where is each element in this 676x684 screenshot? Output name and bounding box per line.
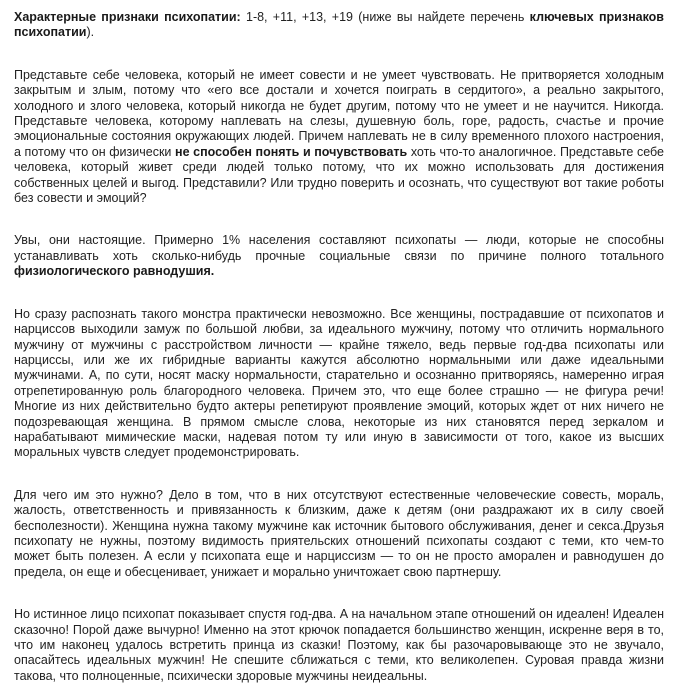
- paragraph-4: Для чего им это нужно? Дело в том, что в них отсутствуют естественные человеческие совесть, мораль, жалость, ответственность и привязанность к близким, даже к детям (они раздражают их в силу своей бесполезности). Женщина нужна такому мужчине как источник бытового обслуживания, денег и секса.Друзья психопату не нужны, поэтому видимость приятельских отношений психопаты создают с теми, кто чем-то может быть полезен. А если у психопата еще и нарциссизм — то он не просто аморален и равнодушен до предела, он еще и обесценивает, унижает и морально уничтожает свою партнершу.: [14, 487, 664, 579]
- intro-close: ).: [86, 25, 95, 40]
- paragraph-2-emphasis: физиологического равнодушия.: [14, 264, 215, 279]
- paragraph-1: [14, 68, 664, 207]
- intro-codes: 1-8, +11, +13, +19 (ниже вы найдете перечень: [240, 10, 530, 24]
- paragraph-2: [14, 233, 664, 279]
- paragraph-1-part-a: Представьте себе человека, который не имеет совести и не умеет чувствовать. Не притворяется холодным закрытым и злым, потому что «его все достали и хочется поиграть в сердитого», а реально закрытого, холодного и злого человека, который никогда не будет другим, потому что не умеет и не научится. Никогда. Представьте человека, которому наплевать на слезы, душевную боль, горе, радость, счастье и прочие эмоциональные состояния окружающих людей. Причем наплевать не в силу временного плохого настроения, а потому что он физически: [14, 67, 664, 159]
- paragraph-2-part-a: Увы, они настоящие. Примерно 1% населения составляют психопаты — люди, которые не способны устанавливать хоть сколько-нибудь прочные социальные связи по причине полного тотального: [14, 233, 664, 263]
- intro-title: Характерные признаки психопатии:: [14, 10, 241, 24]
- article-body: [14, 10, 664, 684]
- key-signs-link[interactable]: ключевых признаков психопатии: [14, 10, 664, 40]
- paragraph-1-emphasis: не способен понять и почувствовать: [175, 144, 408, 159]
- paragraph-1-part-b: хоть что-то аналогичное. Представьте себе человека, который живет среди людей только потому, что их можно использовать для достижения собственных целей и выгод. Представили? Или трудно поверить и осознать, что существуют вот такие роботы без совести и эмоций?: [14, 144, 664, 206]
- paragraph-3: Но сразу распознать такого монстра практически невозможно. Все женщины, пострадавшие от психопатов и нарциссов выходили замуж по большой любви, за идеального мужчину, потому что отличить нормального мужчину от мужчины с расстройством личности — крайне тяжело, ведь первые год-два психопаты или нарциссы, или же их гибридные варианты кажутся абсолютно нормальными или даже идеальными мужчинами. А, по сути, носят маску нормальности, старательно и осознанно притворяясь, намеренно играя отрепетированную роль благородного человека. Причем это, что еще более страшно — не фигура речи! Многие из них действительно будто актеры репетируют проявление эмоций, которых ждет от них ничего не подозревающая женщина. В прямом смысле слова, некоторые из них становятся перед зеркалом и нарабатывают мимические маски, надевая потом ту или иную в зависимости от того, какое из высших моральных чувств следует продемонстрировать.: [14, 306, 664, 460]
- paragraph-5: Но истинное лицо психопат показывает спустя год-два. А на начальном этапе отношений он идеален! Идеален сказочно! Порой даже вычурно! Именно на этот крючок попадается большинство женщин, искренне веря в то, что им наконец удалось встретить принца из сказки! Поэтому, как бы разочаровывающе это не звучало, опасайтесь идеальных мужчин! Не спешите сближаться с теми, кто великолепен. Суровая правда жизни такова, что полноценные, психически здоровые мужчины неидеальны.: [14, 607, 664, 683]
- intro-paragraph: [14, 10, 664, 41]
